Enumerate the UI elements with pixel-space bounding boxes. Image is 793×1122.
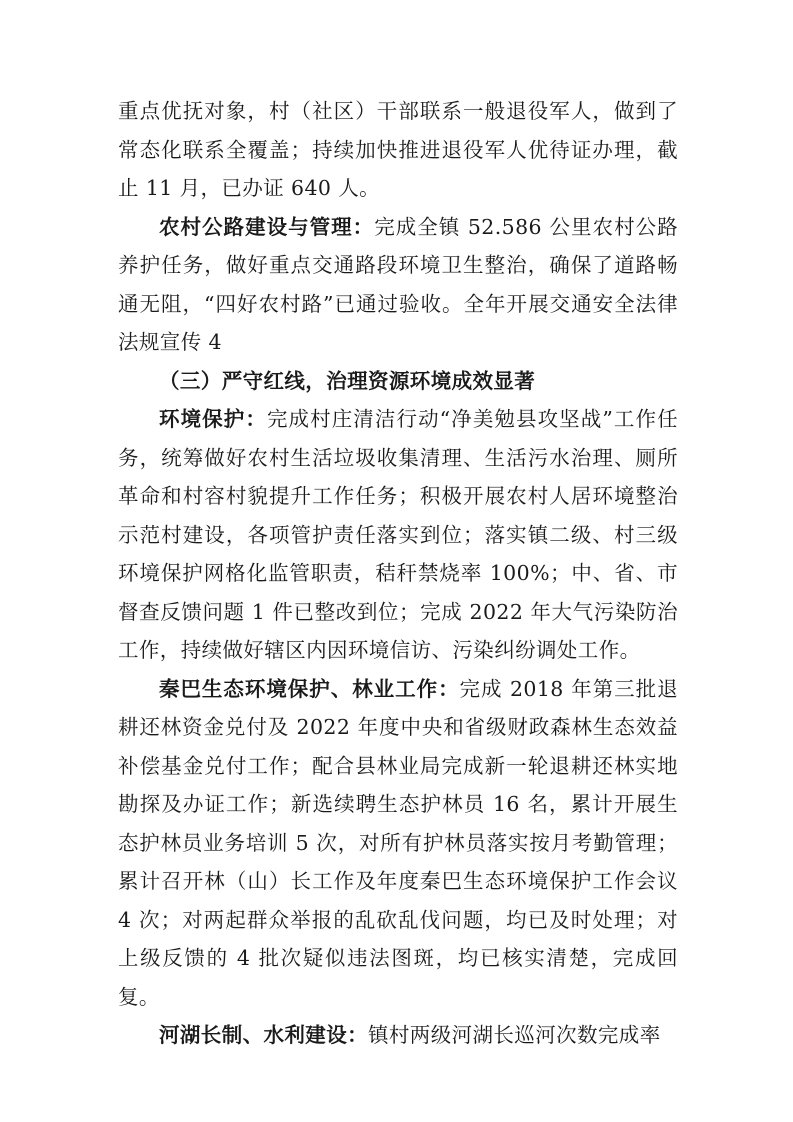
paragraph-text: 完成村庄清洁行动“净美勉县攻坚战”工作任务，统筹做好农村生活垃圾收集清理、生活污水治理、厕所革命和村容村貌提升工作任务；积极开展农村人居环境整治示范村建设，各项管护责任落实到位；落实镇二级、村三级环境保护网格化监管职责，秸秆禁烧率 100%；中、省、市督查反馈问题 1 件已整改到位；完成 2022 年大气污染防治工作，持续做好辖区内因环境信访、污染纠纷调处工作。 xyxy=(118,407,678,662)
paragraph-lead: 河湖长制、水利建设： xyxy=(159,1023,368,1047)
paragraph-lead: 农村公路建设与管理： xyxy=(159,214,375,239)
paragraph-lead: 秦巴生态环境保护、林业工作： xyxy=(159,676,460,701)
paragraph-text: 重点优抚对象，村（社区）干部联系一般退役军人，做到了常态化联系全覆盖；持续加快推进退役军人优待证办理，截止 11 月，已办证 640 人。 xyxy=(118,99,678,200)
paragraph-river-lake-chief xyxy=(118,1016,678,1055)
paragraph-text: 完成全镇 52.586 公里农村公路养护任务，做好重点交通路段环境卫生整治，确保了道路畅通无阻，“四好农村路”已通过验收。全年开展交通安全法律法规宣传 4 xyxy=(118,214,679,354)
paragraph-text: 完成 2018 年第三批退耕还林资金兑付及 2022 年度中央和省级财政森林生态效益补偿基金兑付工作；配合县林业局完成新一轮退耕还林实地勘探及办证工作；新选续聘生态护林员 16 名，累计开展生态护林员业务培训 5 次，对所有护林员落实按月考勤管理；累计召开林（山）长工作及年度秦巴生态环境保护工作会议 4 次；对两起群众举报的乱砍乱伐问题，均已及时处理；对上级反馈的 4 批次疑似违法图斑，均已核实清楚，完成回复。 xyxy=(118,676,678,1009)
document-body xyxy=(118,92,678,1055)
paragraph-text: 镇村两级河湖长巡河次数完成率 xyxy=(368,1023,661,1047)
paragraph-environment-protection xyxy=(118,400,678,670)
section-heading-3: （三）严守红线，治理资源环境成效显著 xyxy=(159,368,536,393)
paragraph-qinba-forestry xyxy=(118,670,678,1017)
paragraph-rural-roads xyxy=(118,208,678,362)
paragraph-veteran-affairs xyxy=(118,92,678,208)
paragraph-lead: 环境保护： xyxy=(159,407,267,431)
